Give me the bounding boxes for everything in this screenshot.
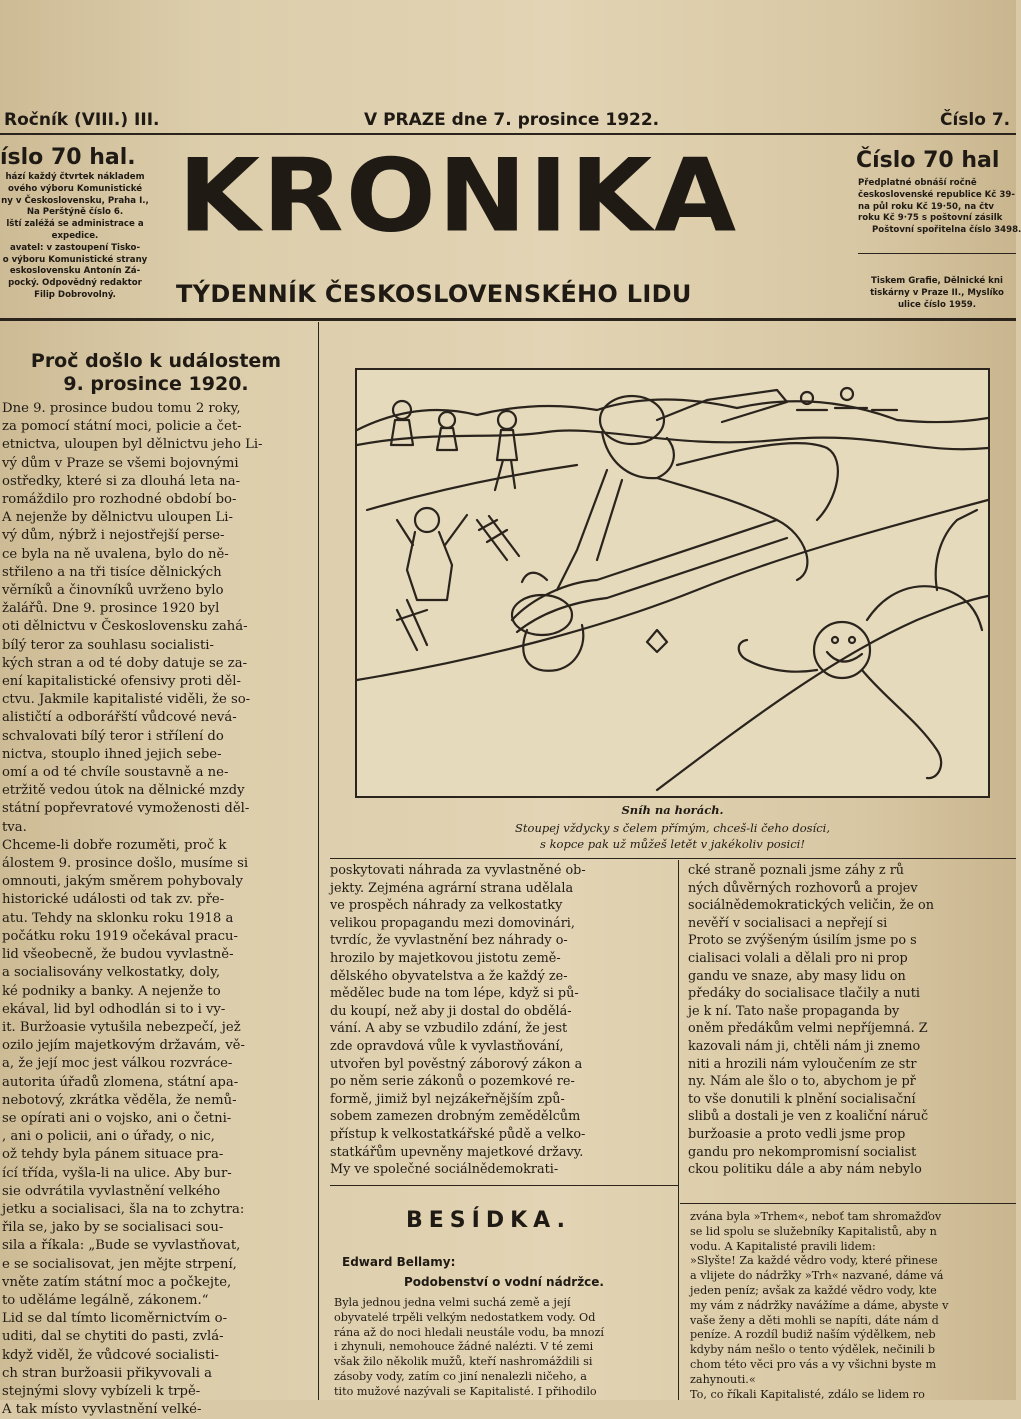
text-line: a vlijete do nádržky »Trh« nazvané, dáme vá [690,1269,944,1283]
publisher-line: avatel: v zastoupení Tisko- [9,242,141,253]
text-line: omnouti, jakým směrem pohybovaly [2,874,243,890]
masthead-subtitle: TÝDENNÍK ČESKOSLOVENSKÉHO LIDU [176,280,692,308]
text-line: vání. A aby se vzbudilo zdání, že jest [330,1021,568,1037]
text-line: peníze. A rozdíl budiž naším výdělkem, neb [690,1328,936,1342]
text-line: sobem zamezen drobným zemědělcům [330,1109,581,1125]
text-line: ných důvěrných rozhovorů a projev [688,880,918,896]
text-line: álostem 9. prosince došlo, musíme si [2,856,249,872]
section-title-besidka: BESÍDKA. [406,1208,571,1233]
text-line: kých stran a od té doby datuje se za- [2,655,248,671]
text-line: my vám z nádržky navážíme a dáme, abyste v [690,1298,949,1312]
text-line: sociálnědemokratických veličin, že on [688,898,934,914]
text-line: počátku roku 1919 očekával pracu- [2,928,238,944]
text-line: se opírati ani o vojsko, ani o četni- [2,1110,232,1126]
text-line: Proto se zvýšeným úsilím jsme po s [688,933,917,949]
text-line: zvána byla »Trhem«, neboť tam shromažďov [690,1210,942,1223]
subscription-line: československé republice Kč 39- [858,189,1015,200]
text-line: hrozilo by majetkovou jistotu země- [330,950,561,966]
masthead-title: KRONIKA [178,137,739,255]
story-title: Podobenství o vodní nádržce. [404,1275,604,1289]
text-line: oti dělnictvu v Československu zahá- [2,619,248,635]
text-line: alističtí a odborářští vůdcové nevá- [2,710,237,726]
text-line: Byla jednou jedna velmi suchá země a její [334,1296,571,1309]
text-line: ož tehdy byla pánem situace pra- [2,1147,224,1163]
text-line: uditi, dal se chytiti do pasti, zvlá- [2,1329,224,1345]
printer-info [858,276,1016,311]
text-line: formě, jimiž byl nejzákeřnějším způ- [330,1091,565,1107]
publisher-line: eskoslovensku Antonín Zá- [9,266,141,277]
publisher-info [0,172,150,302]
publisher-line: expedice. [51,230,99,241]
article-continuation-right [688,862,1016,1192]
text-line: a, že její moc jest válkou rozvrácе- [2,1056,233,1072]
text-line: ozilo jejím majetkovým državám, vě- [2,1038,245,1054]
text-line: A nejenže by dělnictvu uloupen Li- [2,510,233,526]
text-line: du koupí, než aby ji dostal do obdělá- [330,1003,572,1019]
headline-line: 9. prosince 1920. [63,373,249,395]
text-line: ve prospěch náhrady za velkostatky [330,898,563,914]
text-line: nevěří v socialisaci a nepřejí si [688,915,888,931]
text-line: ké podniky a banky. A nejenže to [2,983,221,999]
text-line: předáky do socialisace tlačily a nuti [688,986,920,1002]
publisher-line: pocký. Odpovědný redaktor [8,278,142,289]
printer-line: tiskárny v Praze II., Myslíko [870,287,1004,298]
text-line: omí a od té chvíle soustavně a ne- [2,765,229,781]
box-divider [858,253,1016,254]
text-line: se lid spolu se služebníky Kapitalistů, aby n [690,1224,937,1238]
text-line: řila se, jako by se socialisaci sou- [2,1220,224,1236]
text-line: kdyby nám nešlo o tento výdělek, nečinili b [690,1343,936,1357]
text-line: vý dům v Praze se všemi bojovnými [2,455,239,471]
column-rule [318,322,319,1400]
cartoon-illustration [355,368,990,798]
text-line: jeden peníz; avšak za každé vědro vody, kte [690,1283,937,1297]
text-line: ostředky, které si za dlouhá leta na- [2,473,241,489]
text-line: My ve společné sociálnědemokrati- [330,1162,559,1178]
text-line: věrníků a činovníků uvrženo bylo [2,583,224,599]
text-line: Chceme-li dobře rozuměti, proč k [2,837,227,853]
text-line: státní popřevratové vymoženosti děl- [2,801,250,817]
publisher-line: hází každý čtvrtek nákladem [5,172,145,182]
price-left: íslo 70 hal. [0,145,136,170]
text-line: , ani o policii, ani o úřady, o nic, [2,1129,215,1145]
text-line: etnictva, uloupen byl dělnictvu jeho Li- [2,437,263,453]
text-line: tva. [2,819,27,835]
text-line: A tak místo vyvlastnění velké- [2,1402,202,1418]
column-rule [678,860,679,1400]
text-line: to vše donutili k plnění socialisační [688,1091,916,1107]
text-line: zahynouti.« [690,1372,756,1386]
text-line: mědělec bude na tom lépe, když si pů- [330,986,579,1002]
story-body-right [690,1210,1016,1400]
text-line: sie odvrátila vyvlastnění velkého [2,1183,221,1199]
publisher-line: ny v Československu, Praha I., [1,195,149,206]
article-continuation [330,862,672,1182]
masthead-bottom-rule [0,318,1016,321]
text-line: romáždilo pro rozhodné období bo- [2,492,237,508]
text-line: ekával, lid byl odhodlán si to i vy- [2,1001,226,1017]
text-line: niti a hrozili nám vyloučením ze str [688,1056,917,1072]
text-line: To, co říkali Kapitalisté, zdálo se lidem ro [690,1387,925,1401]
text-line: oněm předákům velmi nepříjemná. Z [688,1021,928,1037]
text-line: atu. Tehdy na sklonku roku 1918 a [2,910,234,926]
text-line: vý dům, nýbrž i nejostřejší perse- [2,528,225,544]
text-line: ení kapitalistické ofensivy proti děl- [2,674,241,690]
subscription-line: Předplatné obnáší ročně [858,178,977,188]
text-line: vněte zatím státní moc a počkejte, [2,1274,232,1290]
text-line: e se socialisovat, jen mějte strpení, [2,1256,237,1272]
issue-number: Číslo 7. [940,110,1011,130]
text-line: zde opravdová vůle k vyvlastňování, [330,1038,564,1054]
text-line: statkářům upevněny majetkové državy. [330,1144,584,1160]
text-line: však žilo několik mužů, kteří nashromáždili si [334,1355,593,1369]
text-line: lid všeobecně, že budou vyvlastně- [2,947,234,963]
text-line: zásoby vody, zatím co jiní nenalezli ničeho, a [334,1369,587,1383]
text-line: buržoasie a proto vedli jsme prop [688,1126,906,1142]
publisher-line: Filip Dobrovolný. [34,289,116,300]
text-line: cké straně poznali jsme záhy z rů [688,863,905,878]
text-line: gandu ve snaze, aby masy lidu on [688,968,906,984]
text-line: ctvu. Jakmile kapitalisté viděli, že so- [2,692,251,708]
text-line: bílý teror za souhlasu socialisti- [2,637,214,653]
text-line: ce byla na ně uvalena, bylo do ně- [2,546,229,562]
text-line: velikou propagandu mezi domovinári, [330,915,575,931]
text-line: dělského obyvatelstva a že každý ze- [330,968,568,984]
top-rule [0,133,1016,135]
publisher-line: o výboru Komunistické strany [2,254,148,265]
text-line: ckou politiku dále a aby nám nebylo [688,1162,922,1178]
story-body [334,1296,674,1400]
text-line: nebotový, zkrátka věděla, že nemů- [2,1092,237,1108]
text-line: jetku a socialisaci, šla na to zchytra: [2,1201,245,1217]
price-right: Číslo 70 hal [856,148,1000,173]
cartoon-caption-line: s kopce pak už můžeš letět v jakékoliv posici! [540,837,805,851]
text-line: stejnými slovy vybízeli k trpě- [2,1383,201,1399]
publisher-line: lští zaléžá se administrace a [6,219,144,230]
subscription-line: na půl roku Kč 19·50, na čtv [858,201,994,212]
sledding-cartoon-image [357,370,988,796]
text-line: historické události od tak zv. pře- [2,892,225,908]
publisher-line: Na Perštýně číslo 6. [26,207,124,218]
text-line: rána až do noci hledali neustále vodu, ba mnozí [334,1325,604,1339]
text-line: přístup k velkostatkářské půdě a velko- [330,1126,586,1142]
text-line: tito mužové nazývali se Kapitalisté. I přihodilo [334,1384,597,1398]
cartoon-title: Sníh na horách. [621,803,724,817]
subscription-line: Poštovní spořitelna číslo 3498. [872,225,1021,236]
text-line: a socialisovány velkostatky, doly, [2,965,221,981]
article-headline [0,350,312,396]
text-line: sila a říkala: „Bude se vyvlastňovat, [2,1238,241,1254]
subscription-line: roku Kč 9·75 s poštovní zásilk [858,213,1003,224]
text-line: Lid se dal tímto licoměrnictvím o- [2,1311,228,1327]
volume-number: Ročník (VIII.) III. [4,110,160,130]
article-body [2,400,314,1418]
text-line: it. Buržoasie vytušila nebezpečí, jež [2,1019,241,1035]
text-line: to uděláme legálně, zákonem.“ [2,1292,209,1308]
text-line: je k ní. Tato naše propaganda by [688,1003,900,1019]
printer-line: Tiskem Grafie, Dělnické kni [871,276,1003,286]
text-line: i zhynuli, nemohouce žádné nalézti. V té zemi [334,1340,594,1354]
cartoon-bottom-rule [330,858,1016,859]
besidka-rule [330,1185,678,1186]
besidka-rule-right [680,1203,1016,1204]
text-line: schvalovati bílý teror i střílení do [2,728,224,744]
text-line: »Slyšte! Za každé vědro vody, které přinese [690,1254,938,1268]
text-line: obyvatelé trpěli velkým nedostatkem vody. Od [334,1310,596,1324]
text-line: kazovali nám ji, chtěli nám ji znemo [688,1038,921,1054]
printer-line: ulice číslo 1959. [897,299,977,310]
text-line: Dne 9. prosince budou tomu 2 roky, [2,401,241,416]
text-line: tvrdíc, že vyvlastnění bez náhrady o- [330,933,568,949]
text-line: vodu. A Kapitalisté pravili lidem: [690,1239,876,1253]
text-line: utvořen byl pověstný záborový zákon a [330,1056,583,1072]
headline-line: Proč došlo k událostem [30,350,282,372]
subscription-info [858,178,1021,237]
text-line: autorita úřadů zlomena, státní apa- [2,1074,239,1090]
text-line: slibů a dostali je ven z koaliční náruč [688,1109,929,1125]
publisher-line: ového výboru Komunistické [7,183,143,194]
cartoon-caption-line: Stoupej vždycky s čelem přímým, chceš-li čeho dosíci, [515,821,830,835]
text-line: za pomocí státní moci, policie a čet- [2,419,242,435]
text-line: ch stran buržoasii přikyvovali a [2,1365,212,1381]
text-line: gandu pro nekompromisní socialist [688,1144,917,1160]
text-line: střileno a na tři tisíce dělnických [2,564,222,580]
text-line: ny. Nám ale šlo o to, abychom je př [688,1074,916,1090]
text-line: nictva, stouplo ihned jejich sebe- [2,746,222,762]
text-line: vaše ženy a děti mohli se napíti, dáte nám d [690,1313,939,1327]
text-line: ící třída, vyšla-li na ulice. Aby bur- [2,1165,232,1181]
text-line: žalářů. Dne 9. prosince 1920 byl [2,601,220,617]
text-line: když viděl, že vůdcové socialisti- [2,1347,219,1363]
text-line: jekty. Zejména agrární strana udělala [330,880,574,896]
text-line: cialisaci volali a dělali pro ni prop [688,950,908,966]
text-line: po něm serie zákonů o pozemkové re- [330,1074,575,1090]
text-line: chom této věci pro vás a vy všichni byste m [690,1357,937,1371]
text-line: poskytovati náhrada za vyvlastněné ob- [330,863,586,878]
text-line: etržitě vedou útok na dělnické mzdy [2,783,245,799]
issue-date: V PRAZE dne 7. prosince 1922. [364,110,660,130]
story-author: Edward Bellamy: [342,1255,456,1269]
